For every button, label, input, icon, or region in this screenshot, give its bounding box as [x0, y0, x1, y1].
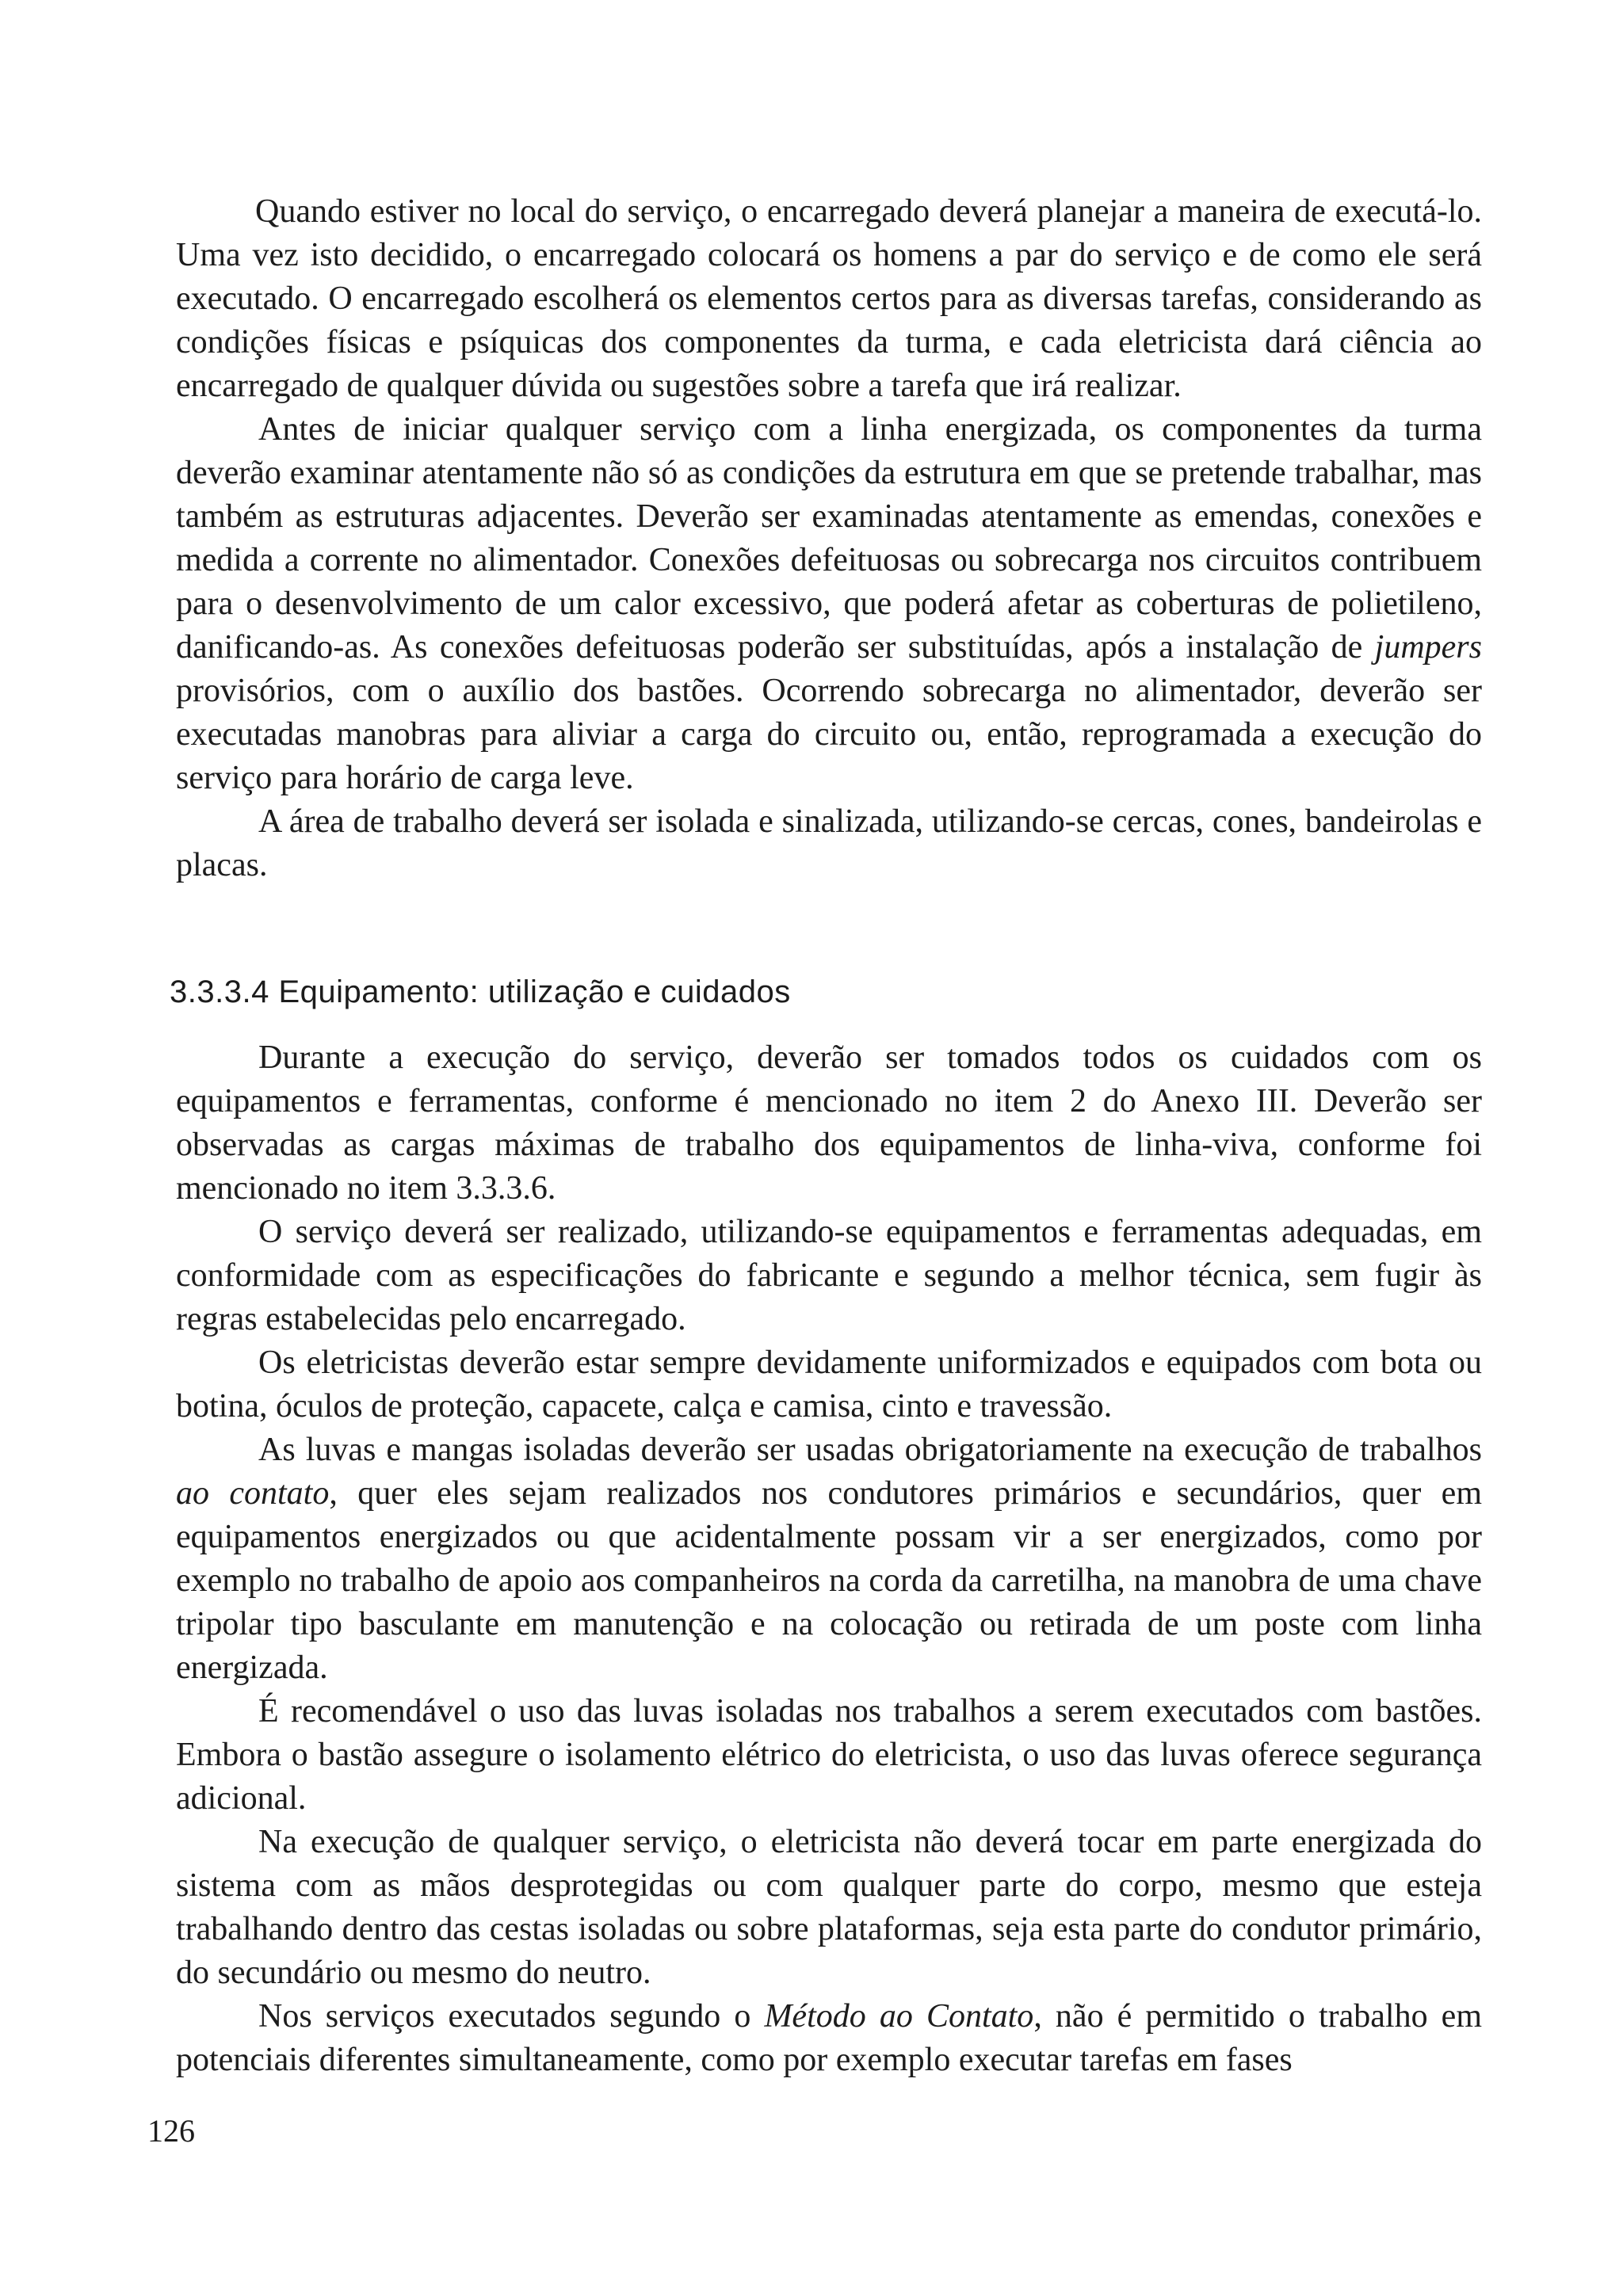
- paragraph-text: Antes de iniciar qualquer serviço com a linha energizada, os componentes da turma deverão examinar atentamente não só as condições da estrutura em que se pretende trabalhar, mas também as estruturas adjacentes. Deverão ser examinadas atentamente as emendas, conexões e medida a corrente no alimentador. Conexões defeituosas ou sobrecarga nos circuitos contribuem para o desenvolvimento de um calor excessivo, que poderá afetar as coberturas de polietileno, danificando-as. As conexões defeituosas poderão ser substituídas, após a instalação de: [176, 411, 1482, 666]
- paragraph: Quando estiver no local do serviço, o encarregado deverá planejar a maneira de executá-lo. Uma vez isto decidido, o encarregado colocará os homens a par do serviço e de como ele será executado. O encarregado escolherá os elementos certos para as diversas tarefas, considerando as condições físicas e psíquicas dos componentes da turma, e cada eletricista dará ciência ao encarregado de qualquer dúvida ou sugestões sobre a tarefa que irá realizar.: [176, 193, 1482, 404]
- paragraph: O serviço deverá ser realizado, utilizando-se equipamentos e ferramentas adequadas, em conformidade com as especificações do fabricante e segundo a melhor técnica, sem fugir às regras estabelecidas pelo encarregado.: [176, 1214, 1482, 1337]
- paragraph: É recomendável o uso das luvas isoladas nos trabalhos a serem executados com bastões. Embora o bastão assegure o isolamento elétrico do eletricista, o uso das luvas oferece segurança adicional.: [176, 1693, 1482, 1817]
- text-block-upper: [176, 190, 1482, 887]
- text-block-lower: [176, 1036, 1482, 2082]
- paragraph-text: Nos serviços executados segundo o: [258, 1998, 765, 2035]
- paragraph-text: , quer eles sejam realizados nos condutores primários e secundários, quer em equipamentos energizados ou que acidentalmente possam vir a ser energizados, como por exemplo no trabalho de apoio aos companheiros na corda da carretilha, na manobra de uma chave tripolar tipo basculante em manutenção e na colocação ou retirada de um poste com linha energizada.: [176, 1475, 1482, 1686]
- paragraph: Na execução de qualquer serviço, o eletricista não deverá tocar em parte energizada do sistema com as mãos desprotegidas ou com qualquer parte do corpo, mesmo que esteja trabalhando dentro das cestas isoladas ou sobre plataformas, seja esta parte do condutor primário, do secundário ou mesmo do neutro.: [176, 1824, 1482, 1991]
- section-heading: 3.3.3.4 Equipamento: utilização e cuidados: [170, 974, 791, 1009]
- paragraph: [176, 1428, 1482, 1690]
- paragraph: Durante a execução do serviço, deverão ser tomados todos os cuidados com os equipamentos e ferramentas, conforme é mencionado no item 2 do Anexo III. Deverão ser observadas as cargas máximas de trabalho dos equipamentos de linha-viva, conforme foi mencionado no item 3.3.3.6.: [176, 1039, 1482, 1207]
- emphasis-text: ao contato: [176, 1475, 330, 1512]
- page-number: 126: [147, 2113, 195, 2149]
- paragraph-text: provisórios, com o auxílio dos bastões. Ocorrendo sobrecarga no alimentador, deverão ser executadas manobras para aliviar a carga do circuito ou, então, reprogramada a execução do serviço para horário de carga leve.: [176, 673, 1482, 796]
- emphasis-text: Método ao Contato: [764, 1998, 1034, 2035]
- paragraph: Os eletricistas deverão estar sempre devidamente uniformizados e equipados com bota ou botina, óculos de proteção, capacete, calça e camisa, cinto e travessão.: [176, 1344, 1482, 1425]
- paragraph-text: As luvas e mangas isoladas deverão ser usadas obrigatoriamente na execução de trabalhos: [258, 1432, 1482, 1468]
- paragraph-text: , não é permitido o trabalho em potenciais diferentes simultaneamente, como por exemplo executar tarefas em fases: [176, 1998, 1482, 2078]
- emphasis-text: jumpers: [1374, 629, 1482, 666]
- paragraph: [176, 1995, 1482, 2082]
- paragraph: [176, 408, 1482, 800]
- paragraph: A área de trabalho deverá ser isolada e sinalizada, utilizando-se cercas, cones, bandeirolas e placas.: [176, 803, 1482, 883]
